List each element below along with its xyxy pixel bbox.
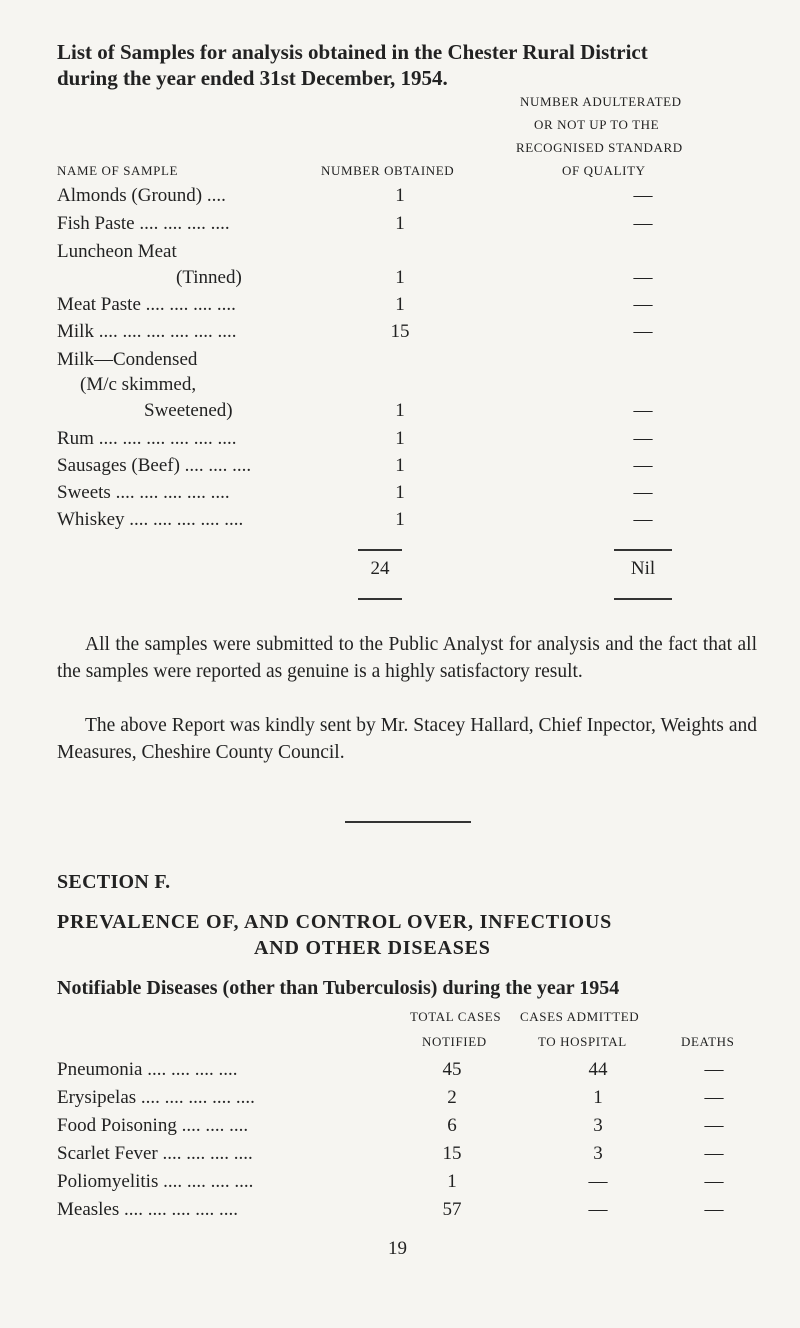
paragraph-report-credit: The above Report was kindly sent by Mr. Stacey Hallard, Chief Inpector, Weights and Measures, Cheshire County Council. (57, 715, 757, 763)
section-title-line-2: AND OTHER DISEASES (254, 937, 491, 959)
sample-adulterated: — (633, 455, 653, 476)
section-title-line-1: PREVALENCE OF, AND CONTROL OVER, INFECTIOUS (57, 911, 613, 933)
disease-name: Scarlet Fever .... .... .... .... (57, 1143, 253, 1164)
sample-name: Milk—Condensed (57, 349, 198, 370)
disease-admitted: 44 (588, 1059, 608, 1080)
sample-name: Rum .... .... .... .... .... .... (57, 428, 237, 449)
sample-name: Almonds (Ground) .... (57, 185, 226, 206)
sample-name: Whiskey .... .... .... .... .... (57, 509, 244, 530)
disease-deaths: — (704, 1143, 724, 1164)
sample-obtained: 1 (395, 400, 405, 421)
sample-obtained: 1 (395, 455, 405, 476)
disease-deaths: — (704, 1087, 724, 1108)
total-adulterated: Nil (630, 558, 656, 579)
section-divider (345, 821, 471, 823)
sample-obtained: 1 (395, 428, 405, 449)
disease-deaths: — (704, 1115, 724, 1136)
section-subtitle: Notifiable Diseases (other than Tuberculosis) during the year 1954 (57, 977, 620, 999)
sample-name: (M/c skimmed, (80, 374, 197, 395)
col-adulterated-header-3: RECOGNISED STANDARD (516, 140, 683, 155)
sample-obtained: 1 (395, 294, 405, 315)
sample-adulterated: — (633, 213, 653, 234)
col-total-header-1: TOTAL CASES (410, 1009, 502, 1024)
col-obtained-header: NUMBER OBTAINED (321, 163, 455, 178)
col-adulterated-header-4: OF QUALITY (562, 163, 646, 178)
sample-obtained: 1 (395, 482, 405, 503)
sample-name: Milk .... .... .... .... .... .... (57, 321, 237, 342)
disease-name: Food Poisoning .... .... .... (57, 1115, 249, 1136)
col-deaths-header: DEATHS (681, 1034, 735, 1049)
sample-obtained: 1 (395, 185, 405, 206)
disease-name: Pneumonia .... .... .... .... (57, 1059, 238, 1080)
page-title-line-1: List of Samples for analysis obtained in the Chester Rural District (57, 40, 648, 64)
disease-admitted: — (588, 1171, 608, 1192)
disease-notified: 57 (442, 1199, 462, 1220)
paragraph-analysis-result: All the samples were submitted to the Public Analyst for analysis and the fact that all the samples were reported as genuine is a highly satisfactory result. (57, 634, 757, 682)
disease-notified: 45 (442, 1059, 462, 1080)
sample-adulterated: — (633, 294, 653, 315)
sample-name: Luncheon Meat (57, 241, 177, 262)
disease-admitted: 3 (593, 1115, 603, 1136)
disease-name: Poliomyelitis .... .... .... .... (57, 1171, 254, 1192)
sample-adulterated: — (633, 321, 653, 342)
disease-name: Measles .... .... .... .... .... (57, 1199, 239, 1220)
total-rule-top-obtained (358, 549, 402, 551)
sample-adulterated: — (633, 267, 653, 288)
disease-admitted: — (588, 1199, 608, 1220)
total-obtained: 24 (370, 558, 390, 579)
disease-notified: 2 (447, 1087, 457, 1108)
col-admitted-header-2: TO HOSPITAL (538, 1034, 627, 1049)
sample-name: Fish Paste .... .... .... .... (57, 213, 230, 234)
disease-admitted: 1 (593, 1087, 603, 1108)
disease-notified: 1 (447, 1171, 457, 1192)
sample-name: Sausages (Beef) .... .... .... (57, 455, 252, 476)
sample-obtained: 1 (395, 267, 405, 288)
col-total-header-2: NOTIFIED (422, 1034, 487, 1049)
col-admitted-header-1: CASES ADMITTED (520, 1009, 640, 1024)
total-rule-top-adulterated (614, 549, 672, 551)
sample-adulterated: — (633, 185, 653, 206)
sample-obtained: 1 (395, 213, 405, 234)
col-name-header: NAME OF SAMPLE (57, 163, 179, 178)
sample-adulterated: — (633, 428, 653, 449)
disease-deaths: — (704, 1059, 724, 1080)
disease-deaths: — (704, 1171, 724, 1192)
total-rule-bottom-adulterated (614, 598, 672, 600)
sample-adulterated: — (633, 482, 653, 503)
disease-name: Erysipelas .... .... .... .... .... (57, 1087, 255, 1108)
sample-name: Sweets .... .... .... .... .... (57, 482, 230, 503)
disease-notified: 6 (447, 1115, 457, 1136)
section-label: SECTION F. (57, 871, 171, 893)
sample-name: Meat Paste .... .... .... .... (57, 294, 236, 315)
sample-obtained: 1 (395, 509, 405, 530)
page-number: 19 (388, 1238, 407, 1259)
sample-name: Sweetened) (144, 400, 233, 421)
disease-notified: 15 (442, 1143, 462, 1164)
disease-admitted: 3 (593, 1143, 603, 1164)
sample-adulterated: — (633, 509, 653, 530)
disease-deaths: — (704, 1199, 724, 1220)
total-rule-bottom-obtained (358, 598, 402, 600)
sample-name: (Tinned) (176, 267, 242, 288)
col-adulterated-header-1: NUMBER ADULTERATED (520, 94, 682, 109)
sample-adulterated: — (633, 400, 653, 421)
sample-obtained: 15 (390, 321, 410, 342)
page-title-line-2: during the year ended 31st December, 1954. (57, 66, 448, 90)
col-adulterated-header-2: OR NOT UP TO THE (534, 117, 660, 132)
